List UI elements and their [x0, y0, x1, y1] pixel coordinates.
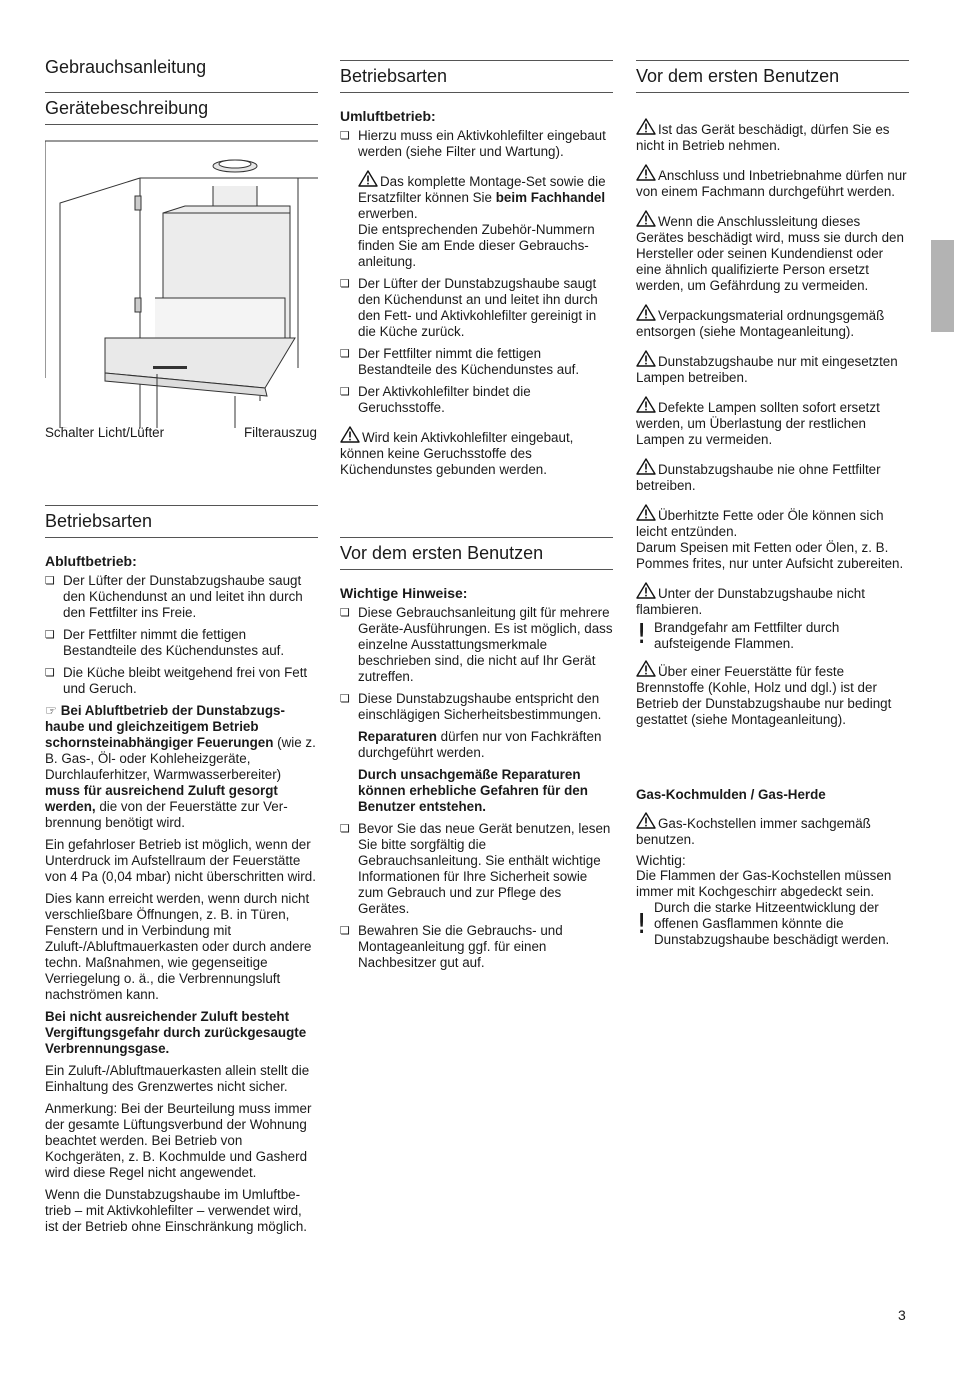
hand-icon: ☞ [45, 703, 58, 718]
warnings-block [636, 118, 909, 738]
exclamation-icon: ! [636, 907, 648, 940]
warning-text: Über einer Feuerstätte für feste Brennstoffe (Kohle, Holz und dgl.) ist der Betrieb der Dunstabzugshaube nur bedingt gestattet (siehe Montageanleitung). [636, 664, 892, 727]
paragraph-bold: Durch unsachgemäße Reparaturen können erhebliche Gefahren für den Benutzer entstehen. [358, 767, 588, 814]
divider [45, 92, 318, 93]
warning-paragraph [636, 396, 909, 448]
caution-text: Brandgefahr am Fettfilter durch aufsteigende Flammen. [654, 620, 840, 651]
warning-icon [636, 210, 656, 227]
section-title-vor-dem-ersten-benutzen: Vor dem ersten Benutzen [636, 66, 840, 86]
warning-paragraph [636, 164, 909, 200]
divider [340, 92, 613, 93]
warning-icon [636, 304, 656, 321]
warning-text: Die entsprechenden Zubehör-Nummern finden Sie am Ende dieser Gebrauchsanleitung. [358, 222, 595, 269]
warning-paragraph [636, 660, 909, 728]
warning-paragraph [636, 504, 909, 572]
hinweise-block [340, 605, 613, 977]
note-text: (wie z. B. Gas-, Öl- oder Kohleheizgeräte, Durchlauferhitzer, Warmwasserbereiter) [45, 735, 316, 782]
note-paragraph [45, 703, 318, 831]
abluft-block [45, 573, 318, 1241]
exclamation-icon: ! [636, 617, 648, 650]
warning-paragraph [636, 350, 909, 386]
warning-icon [636, 164, 656, 181]
page-number: 3 [898, 1307, 906, 1323]
subheading-hinweise: Wichtige Hinweise: [340, 585, 468, 601]
warning-bold: beim Fachhandel [495, 190, 606, 205]
note-bold: Bei Abluftbetrieb der Dunstabzugshaube und gleichzeitigem Betrieb schornsteinabhängiger Feuerungen [45, 703, 285, 750]
list-item: ❏ Diese Dunstabzugshaube entspricht den einschlägigen Sicherheitsbestimmungen. [340, 691, 613, 723]
list-item: ❏ Der Lüfter der Dunstabzugshaube saugt den Küchendunst an und leitet ihn durch den Fettfilter ins Freie. [45, 573, 318, 621]
section-tab-marker [931, 240, 954, 332]
warning-paragraph [340, 170, 613, 270]
section-title-geraetebeschreibung: Gerätebeschreibung [45, 98, 209, 118]
section-title-betriebsarten: Betriebsarten [45, 511, 153, 531]
paragraph-bold: Bei nicht ausreichender Zuluft besteht Vergiftungsgefahr durch zurückgesaugte Verbrennungsgase. [45, 1009, 307, 1056]
caution-note [636, 900, 909, 948]
warning-text: Das komplette Montage-Set sowie die Ersatzfilter können Sie [358, 174, 606, 205]
warning-icon [358, 170, 378, 187]
warning-icon [636, 118, 656, 135]
paragraph: Dies kann erreicht werden, wenn durch nicht verschließbare Öffnungen, z. B. in Türen, Fenstern und in Verbindung mit Zuluft-/Abluftmauerkasten oder durch andere techn. Maßnahmen, wie gegenseitige Verriegelung o. ä., die Verbrennungsluft nachströmen kann. [45, 891, 312, 1002]
warning-paragraph [636, 582, 909, 618]
caution-note [636, 617, 909, 652]
caption-switch: Schalter Licht/Lüfter [45, 425, 165, 440]
wichtig-label: Wichtig: [636, 852, 686, 868]
list-item: ❏ Bewahren Sie die Gebrauchs- und Montageanleitung ggf. für einen Nachbesitzer gut auf. [340, 923, 613, 971]
warning-paragraph [636, 812, 909, 848]
checkbox-list [340, 605, 613, 723]
divider [636, 60, 909, 61]
warning-icon [636, 504, 656, 521]
divider [45, 505, 318, 506]
divider [340, 60, 613, 61]
checkbox-list [340, 128, 613, 160]
warning-text: Defekte Lampen sollten sofort ersetzt werden, um Überlastung der restlichen Lampen zu vermeiden. [636, 400, 880, 447]
warning-icon [636, 660, 656, 677]
warning-text: Ist das Gerät beschädigt, dürfen Sie es nicht in Betrieb nehmen. [636, 122, 890, 153]
checkbox-list [340, 276, 613, 416]
divider [340, 569, 613, 570]
subheading-umluft: Umluftbetrieb: [340, 108, 436, 124]
paragraph: Die Flammen der Gas-Kochstellen müssen immer mit Kochgeschirr abgedeckt sein. [636, 868, 892, 899]
subheading-abluft: Abluftbetrieb: [45, 553, 137, 569]
list-item: ❏ Der Aktivkohlefilter bindet die Geruchsstoffe. [340, 384, 613, 416]
warning-paragraph [340, 426, 613, 478]
section-title-betriebsarten: Betriebsarten [340, 66, 448, 86]
warning-text: Anschluss und Inbetriebnahme dürfen nur von einem Fachmann durchgeführt werden. [636, 168, 907, 199]
warning-text: Unter der Dunstabzugshaube nicht flambieren. [636, 586, 865, 617]
list-item: ❏ Bevor Sie das neue Gerät benutzen, lesen Sie bitte sorgfältig die Gebrauchsanleitung. Sie enthält wichtige Informationen für Ihre Sicherheit sowie zum Gebrauch und zur Pflege des Gerätes. [340, 821, 613, 917]
paragraph [340, 729, 613, 761]
warning-icon [636, 396, 656, 413]
list-item: ❏ Der Lüfter der Dunstabzugshaube saugt den Küchendunst an und leitet ihn durch den Fett- und Aktivkohlefilter gereinigt in die Küche zurück. [340, 276, 613, 340]
paragraph: Ein Zuluft-/Abluftmauerkasten allein stellt die Einhaltung des Grenzwertes nicht sicher. [45, 1063, 310, 1094]
divider [45, 537, 318, 538]
warning-text: Wird kein Aktivkohlefilter eingebaut, können keine Geruchsstoffe des Küchendunstes gebunden werden. [340, 430, 574, 477]
paragraph-bold: Reparaturen [358, 729, 437, 744]
checkbox-list [340, 821, 613, 971]
warning-text: Überhitzte Fette oder Öle können sich leicht entzünden. [636, 508, 884, 539]
warning-text: Dunstabzugshaube nie ohne Fettfilter betreiben. [636, 462, 881, 493]
gas-block [636, 812, 909, 954]
warning-icon [340, 426, 360, 443]
warning-text: Dunstabzugshaube nur mit eingesetzten Lampen betreiben. [636, 354, 898, 385]
doc-title: Gebrauchsanleitung [45, 57, 207, 77]
warning-text: erwerben. [358, 206, 418, 221]
warning-paragraph [636, 458, 909, 494]
warning-icon [636, 812, 656, 829]
paragraph: Ein gefahrloser Betrieb ist möglich, wenn der Unterdruck im Aufstellraum der Feuerstätte von 4 Pa (0,04 mbar) nicht überschritten wird. [45, 837, 316, 884]
warning-icon [636, 350, 656, 367]
divider [45, 124, 318, 125]
paragraph: Anmerkung: Bei der Beurteilung muss immer der gesamte Lüftungsverbund der Wohnung beachtet werden. Bei Betrieb von Kochgeräten, z. B. Kochmulde und Gasherd wird diese Regel nicht angewendet. [45, 1101, 312, 1180]
note-text: die von der Feuerstätte zur Verbrennung benötigt wird. [45, 799, 288, 830]
hood-illustration [45, 138, 318, 428]
divider [340, 537, 613, 538]
umluft-block [340, 128, 613, 484]
list-item: ❏ Die Küche bleibt weitgehend frei von Fett und Geruch. [45, 665, 318, 697]
list-item: ❏ Der Fettfilter nimmt die fettigen Bestandteile des Küchendunstes auf. [45, 627, 318, 659]
subheading-gas: Gas-Kochmulden / Gas-Herde [636, 787, 826, 802]
note-bold: muss für ausreichend Zuluft gesorgt werden, [45, 783, 278, 814]
paragraph-text: dürfen nur von Fachkräften durchgeführt werden. [358, 729, 602, 760]
warning-paragraph [636, 304, 909, 340]
warning-icon [636, 458, 656, 475]
divider [636, 92, 909, 93]
section-title-vor-dem-ersten-benutzen: Vor dem ersten Benutzen [340, 543, 544, 563]
list-item: ❏ Hierzu muss ein Aktivkohlefilter eingebaut werden (siehe Filter und Wartung). [340, 128, 613, 160]
warning-text: Verpackungsmaterial ordnungsgemäß entsorgen (siehe Montageanleitung). [636, 308, 885, 339]
checkbox-list [45, 573, 318, 697]
paragraph: Wenn die Dunstabzugshaube im Umluftbetrieb – mit Aktivkohlefilter – verwendet wird, ist der Betrieb ohne Einschränkung möglich. [45, 1187, 308, 1234]
list-item: ❏ Diese Gebrauchsanleitung gilt für mehrere Geräte-Ausführungen. Es ist möglich, dass einzelne Ausstattungsmerkmale beschrieben sind, die nicht auf Ihr Gerät zutreffen. [340, 605, 613, 685]
warning-paragraph [636, 118, 909, 154]
list-item: ❏ Der Fettfilter nimmt die fettigen Bestandteile des Küchendunstes auf. [340, 346, 613, 378]
warning-text: Wenn die Anschlussleitung dieses Gerätes beschädigt wird, muss sie durch den Hersteller oder seinen Kundendienst oder eine ähnlich qualifizierte Person ersetzt werden, um Gefährdung zu vermeiden. [636, 214, 904, 293]
warning-text: Gas-Kochstellen immer sachgemäß benutzen. [636, 816, 871, 847]
warning-icon [636, 582, 656, 599]
caption-filter: Filterauszug [244, 425, 317, 440]
caution-text: Durch die starke Hitzeentwicklung der offenen Gasflammen könnte die Dunstabzugshaube beschädigt werden. [654, 900, 890, 947]
warning-paragraph [636, 210, 909, 294]
warning-text: Darum Speisen mit Fetten oder Ölen, z. B. Pommes frites, nur unter Aufsicht zubereiten. [636, 540, 904, 571]
